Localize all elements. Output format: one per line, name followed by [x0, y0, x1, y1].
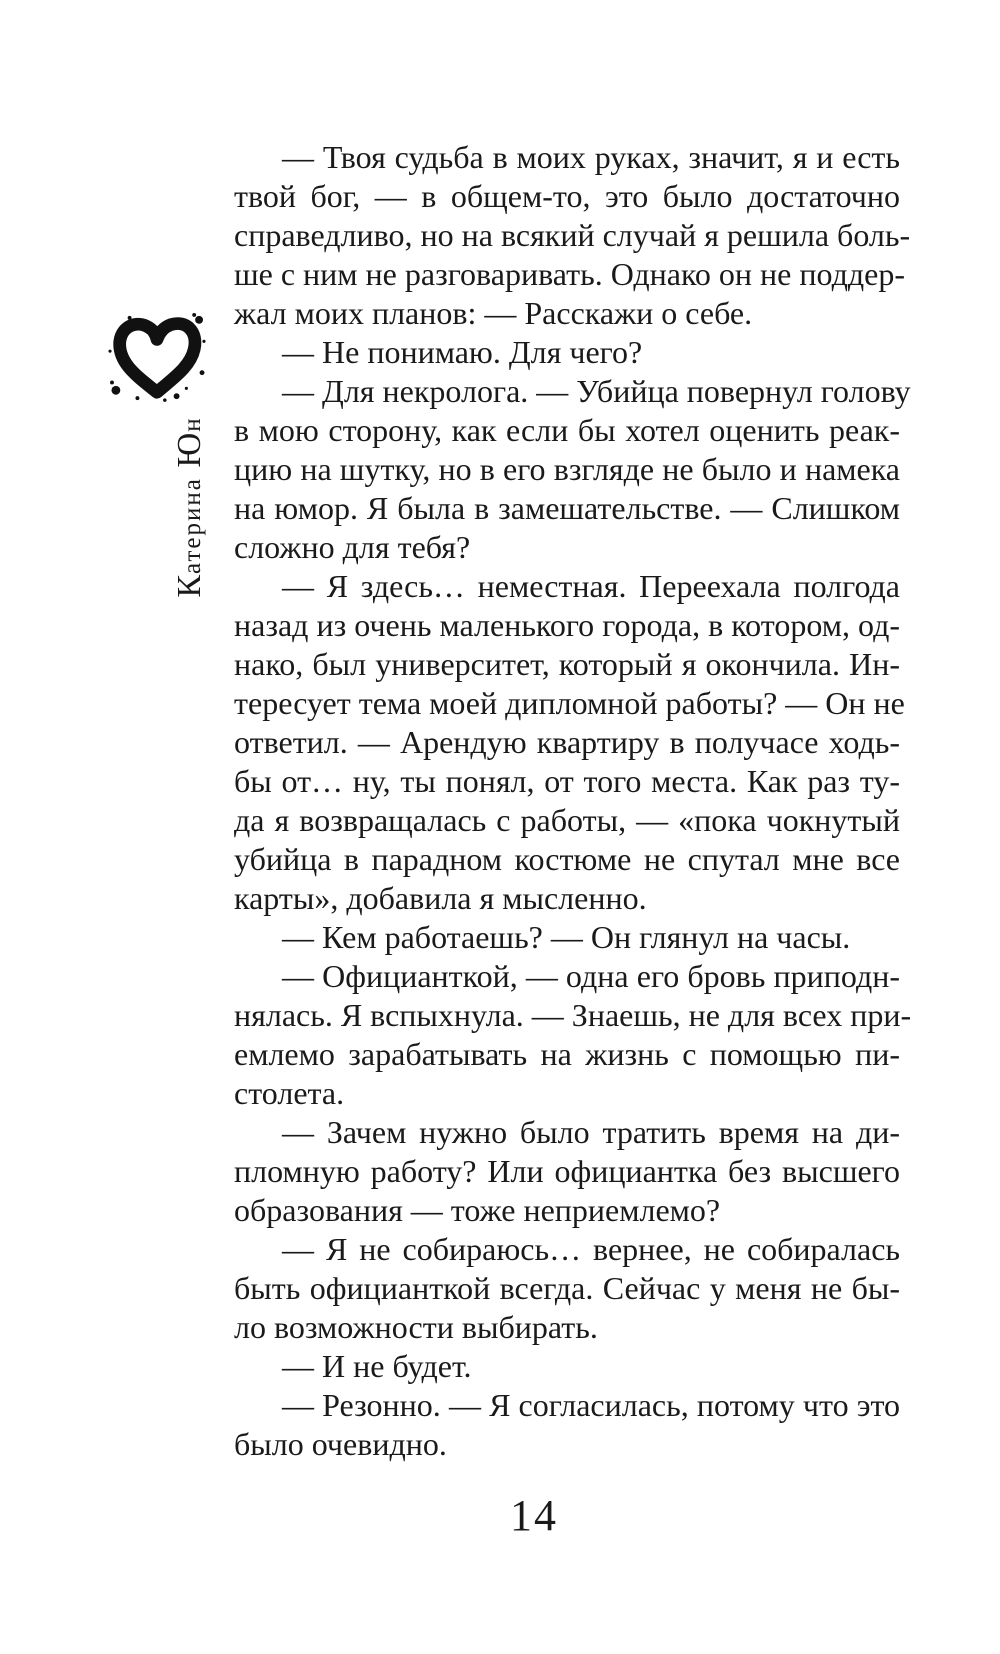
text-line: сложно для тебя? — [234, 529, 471, 565]
text-line: — Резонно. — Я согласилась, потому что это — [282, 1387, 900, 1423]
text-line: пломную работу? Или официантка без высшего — [234, 1153, 900, 1189]
text-line: — И не будет. — [282, 1348, 472, 1384]
text-line: — Я здесь… неместная. Переехала полгода — [282, 568, 900, 604]
text-line: ше с ним не разговаривать. Однако он не поддер- — [234, 256, 905, 292]
body-text — [234, 138, 912, 1464]
text-line: справедливо, но на всякий случай я решила боль- — [234, 217, 911, 253]
text-line: быть официанткой всегда. Сейчас у меня не бы- — [234, 1270, 900, 1306]
text-line: было очевидно. — [234, 1426, 447, 1462]
text-line: — Зачем нужно было тратить время на ди- — [282, 1114, 900, 1150]
text-line: тересует тема моей дипломной работы? — Он не — [234, 685, 905, 721]
text-line: назад из очень маленького города, в котором, од- — [234, 607, 900, 643]
text-line: столета. — [234, 1075, 345, 1111]
text-line: ответил. — Арендую квартиру в получасе ходь- — [234, 724, 900, 760]
text-line: — Официанткой, — одна его бровь приподн- — [282, 958, 900, 994]
text-line: в мою сторону, как если бы хотел оценить реак- — [234, 412, 900, 448]
text-line: — Твоя судьба в моих руках, значит, я и есть — [282, 139, 900, 175]
text-line: цию на шутку, но в его взгляде не было и намека — [234, 451, 900, 487]
text-line: емлемо зарабатывать на жизнь с помощью пи- — [234, 1036, 900, 1072]
text-line: да я возвращалась с работы, — «пока чокнутый — [234, 802, 900, 838]
text-line: — Не понимаю. Для чего? — [282, 334, 643, 370]
text-line: — Кем работаешь? — Он глянул на часы. — [282, 919, 851, 955]
text-line: твой бог, — в общем-то, это было достаточно — [234, 178, 900, 214]
author-first-rest: атерина — [179, 477, 206, 574]
text-line: нялась. Я вспыхнула. — Знаешь, не для всех при- — [234, 997, 912, 1033]
text-line: на юмор. Я была в замешательстве. — Слишком — [234, 490, 900, 526]
text-line: ло возможности выбирать. — [234, 1309, 598, 1345]
text-line: убийца в парадном костюме не спутал мне все — [234, 841, 900, 877]
author-last-rest: н — [179, 416, 206, 432]
spray-heart-icon — [108, 312, 206, 404]
text-line: образования — тоже неприемлемо? — [234, 1192, 721, 1228]
text-line: — Для некролога. — Убийца повернул голову — [282, 373, 911, 409]
author-last-initial: Ю — [171, 431, 208, 468]
page-number: 14 — [510, 1491, 558, 1540]
text-line: бы от… ну, ты понял, от того места. Как раз ту- — [234, 763, 900, 799]
running-head-author — [171, 416, 209, 597]
text-line: нако, был университет, который я окончила. Ин- — [234, 646, 900, 682]
author-first-initial: К — [171, 573, 208, 598]
text-line: карты», добавила я мысленно. — [234, 880, 647, 916]
text-line: — Я не собираюсь… вернее, не собиралась — [282, 1231, 900, 1267]
text-line: жал моих планов: — Расскажи о себе. — [234, 295, 753, 331]
